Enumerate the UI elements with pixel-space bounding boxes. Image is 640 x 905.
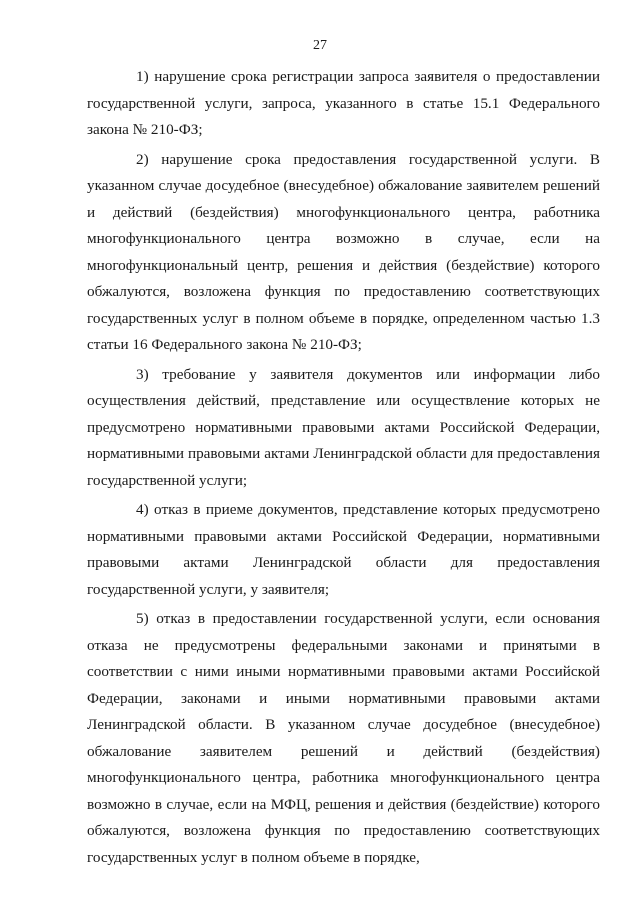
list-item-1: 1) нарушение срока регистрации запроса заявителя о предоставлении государственной услуги, запроса, указанного в статье 15.1 Федерального закона № 210-ФЗ; [87,68,600,138]
list-item-3: 3) требование у заявителя документов или информации либо осуществления действий, представление или осуществление которых не предусмотрено нормативными правовыми актами Российской Федерации, нормативными правовыми актами Ленинградской области для предоставления государственной услуги; [87,365,600,489]
document-body [87,64,600,874]
list-item-4: 4) отказ в приеме документов, представление которых предусмотрено нормативными правовыми актами Российской Федерации, нормативными правовыми актами Ленинградской области для предоставления государственной услуги, у заявителя; [87,501,600,598]
list-item-5: 5) отказ в предоставлении государственной услуги, если основания отказа не предусмотрены федеральными законами и принятыми в соответствии с ними иными нормативными правовыми актами Российской Федерации, законами и иными нормативными правовыми актами Ленинградской области. В указанном случае досудебное (внесудебное) обжалование заявителем решений и действий (бездействия) многофункционального центра, работника многофункционального центра возможно в случае, если на МФЦ, решения и действия (бездействие) которого обжалуются, возложена функция по предоставлению соответствующих государственных услуг в полном объеме в порядке, [87,610,600,866]
list-item-2: 2) нарушение срока предоставления государственной услуги. В указанном случае досудебное (внесудебное) обжалование заявителем решений и действий (бездействия) многофункционального центра, работника многофункционального центра возможно в случае, если на многофункциональный центр, решения и действия (бездействие) которого обжалуются, возложена функция по предоставлению соответствующих государственных услуг в полном объеме в порядке, определенном частью 1.3 статьи 16 Федерального закона № 210-ФЗ; [87,150,600,353]
page-number: 27 [313,38,327,53]
